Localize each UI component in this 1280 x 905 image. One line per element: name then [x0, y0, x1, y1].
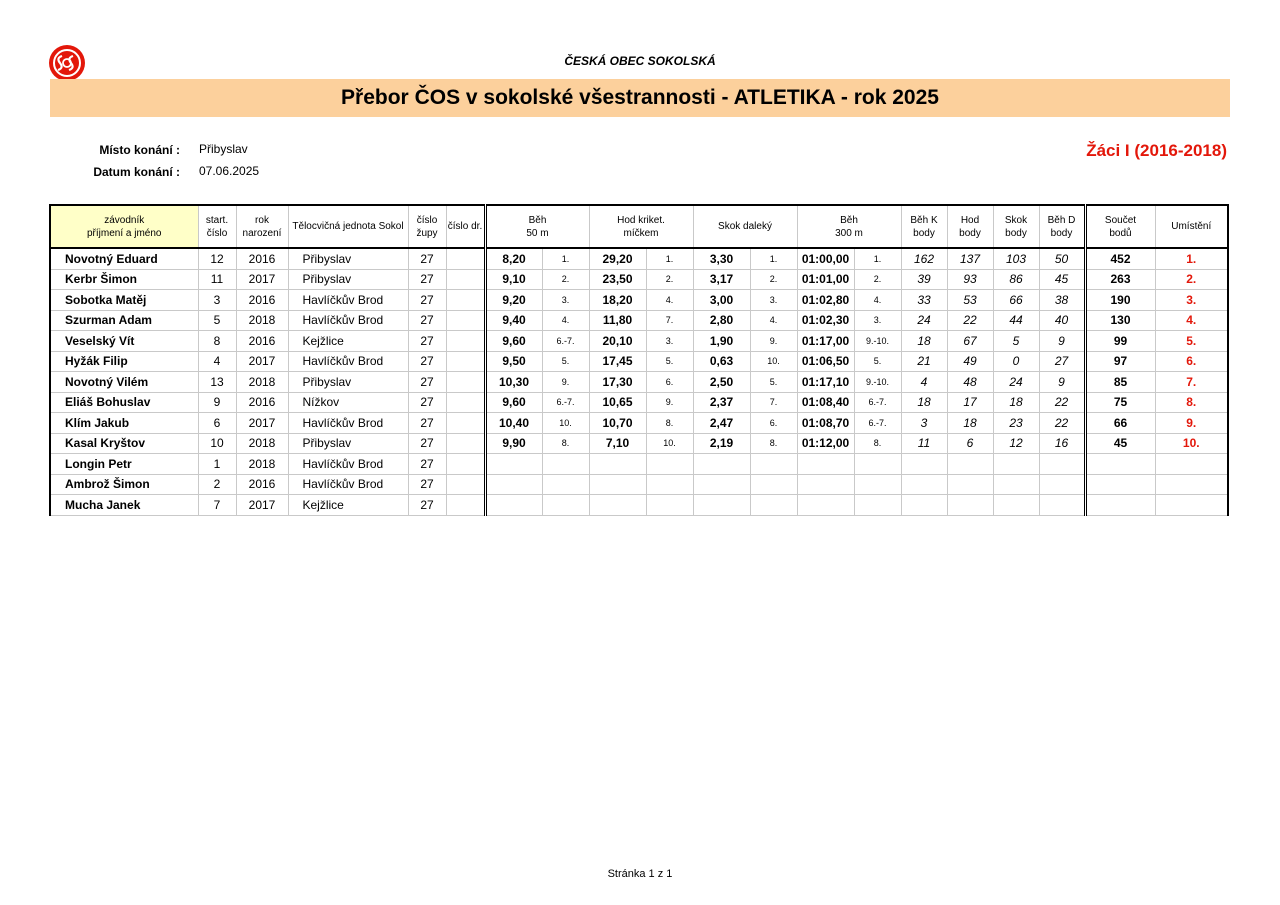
jump-result — [693, 454, 750, 475]
jump-result: 0,63 — [693, 351, 750, 372]
place-value: Přibyslav — [199, 142, 248, 156]
run-300m-rank: 9.-10. — [854, 372, 901, 393]
run-300m-rank — [854, 454, 901, 475]
run-50m-rank: 3. — [542, 290, 589, 311]
points-run-long: 45 — [1039, 269, 1085, 290]
header-run-300m: Běh 300 m — [797, 205, 901, 248]
jump-rank: 3. — [750, 290, 797, 311]
start-number: 1 — [198, 454, 236, 475]
throw-rank: 2. — [646, 269, 693, 290]
throw-result: 11,80 — [589, 310, 646, 331]
total-points: 97 — [1085, 351, 1155, 372]
birth-year: 2016 — [236, 392, 288, 413]
run-300m-result: 01:12,00 — [797, 433, 854, 454]
points-jump: 18 — [993, 392, 1039, 413]
header-total: Součet bodů — [1085, 205, 1155, 248]
total-points: 130 — [1085, 310, 1155, 331]
table-row — [50, 392, 1228, 413]
throw-result: 23,50 — [589, 269, 646, 290]
total-points: 75 — [1085, 392, 1155, 413]
throw-rank: 1. — [646, 248, 693, 269]
club-name: Havlíčkův Brod — [288, 454, 408, 475]
header-points-run-long: Běh D body — [1039, 205, 1085, 248]
team-number — [446, 413, 485, 434]
jump-result: 3,00 — [693, 290, 750, 311]
birth-year: 2017 — [236, 351, 288, 372]
points-throw — [947, 454, 993, 475]
throw-result: 17,30 — [589, 372, 646, 393]
birth-year: 2017 — [236, 413, 288, 434]
header-cricket-throw: Hod kriket. míčkem — [589, 205, 693, 248]
club-name: Přibyslav — [288, 269, 408, 290]
birth-year: 2016 — [236, 474, 288, 495]
placement — [1155, 495, 1228, 516]
run-300m-result: 01:06,50 — [797, 351, 854, 372]
start-number: 7 — [198, 495, 236, 516]
district-number: 27 — [408, 269, 446, 290]
total-points — [1085, 495, 1155, 516]
athlete-name: Kasal Kryštov — [50, 433, 198, 454]
run-50m-result — [485, 454, 542, 475]
athlete-name: Sobotka Matěj — [50, 290, 198, 311]
athlete-name: Novotný Eduard — [50, 248, 198, 269]
birth-year: 2018 — [236, 310, 288, 331]
points-run-long: 27 — [1039, 351, 1085, 372]
placement — [1155, 474, 1228, 495]
points-throw — [947, 495, 993, 516]
throw-rank: 10. — [646, 433, 693, 454]
athlete-name: Eliáš Bohuslav — [50, 392, 198, 413]
run-50m-rank — [542, 454, 589, 475]
birth-year: 2017 — [236, 269, 288, 290]
run-300m-result: 01:17,00 — [797, 331, 854, 352]
table-row — [50, 474, 1228, 495]
athlete-name: Kerbr Šimon — [50, 269, 198, 290]
points-run-short: 21 — [901, 351, 947, 372]
run-50m-rank: 10. — [542, 413, 589, 434]
run-50m-rank — [542, 495, 589, 516]
date-value: 07.06.2025 — [199, 164, 260, 178]
run-50m-rank: 2. — [542, 269, 589, 290]
run-300m-result — [797, 495, 854, 516]
run-300m-rank: 4. — [854, 290, 901, 311]
jump-rank — [750, 454, 797, 475]
start-number: 12 — [198, 248, 236, 269]
jump-result — [693, 474, 750, 495]
points-jump: 86 — [993, 269, 1039, 290]
jump-rank: 9. — [750, 331, 797, 352]
total-points: 45 — [1085, 433, 1155, 454]
header-row — [50, 205, 1228, 248]
team-number — [446, 433, 485, 454]
points-jump: 5 — [993, 331, 1039, 352]
start-number: 4 — [198, 351, 236, 372]
throw-rank: 8. — [646, 413, 693, 434]
total-points: 66 — [1085, 413, 1155, 434]
placement: 5. — [1155, 331, 1228, 352]
birth-year: 2016 — [236, 290, 288, 311]
header-points-jump: Skok body — [993, 205, 1039, 248]
birth-year: 2017 — [236, 495, 288, 516]
header-placement: Umístění — [1155, 205, 1228, 248]
table-row — [50, 269, 1228, 290]
jump-rank: 6. — [750, 413, 797, 434]
jump-rank: 7. — [750, 392, 797, 413]
team-number — [446, 495, 485, 516]
run-300m-rank: 2. — [854, 269, 901, 290]
points-jump: 0 — [993, 351, 1039, 372]
organization-name: ČESKÁ OBEC SOKOLSKÁ — [564, 54, 716, 68]
points-run-short: 11 — [901, 433, 947, 454]
header-start-number: start. číslo — [198, 205, 236, 248]
club-name: Havlíčkův Brod — [288, 290, 408, 311]
run-50m-result: 9,40 — [485, 310, 542, 331]
table-row — [50, 413, 1228, 434]
points-jump: 44 — [993, 310, 1039, 331]
jump-rank: 2. — [750, 269, 797, 290]
club-name: Havlíčkův Brod — [288, 474, 408, 495]
club-name: Přibyslav — [288, 372, 408, 393]
run-50m-rank: 5. — [542, 351, 589, 372]
points-run-long: 38 — [1039, 290, 1085, 311]
header-team-number: číslo dr. — [446, 205, 485, 248]
points-run-short: 18 — [901, 392, 947, 413]
team-number — [446, 372, 485, 393]
throw-rank: 7. — [646, 310, 693, 331]
throw-result — [589, 454, 646, 475]
points-jump — [993, 495, 1039, 516]
date-label: Datum konání : — [93, 165, 180, 179]
birth-year: 2016 — [236, 331, 288, 352]
points-run-short — [901, 474, 947, 495]
throw-result — [589, 495, 646, 516]
run-300m-result: 01:01,00 — [797, 269, 854, 290]
district-number: 27 — [408, 433, 446, 454]
points-throw: 22 — [947, 310, 993, 331]
throw-rank — [646, 454, 693, 475]
header-birth-year: rok narození — [236, 205, 288, 248]
club-name: Nížkov — [288, 392, 408, 413]
throw-rank — [646, 495, 693, 516]
placement: 2. — [1155, 269, 1228, 290]
points-throw: 48 — [947, 372, 993, 393]
start-number: 5 — [198, 310, 236, 331]
run-300m-rank — [854, 495, 901, 516]
points-run-short: 3 — [901, 413, 947, 434]
run-50m-result: 8,20 — [485, 248, 542, 269]
club-name: Havlíčkův Brod — [288, 310, 408, 331]
points-run-short: 33 — [901, 290, 947, 311]
club-name: Přibyslav — [288, 248, 408, 269]
table-row — [50, 433, 1228, 454]
throw-result: 20,10 — [589, 331, 646, 352]
points-jump: 12 — [993, 433, 1039, 454]
points-throw: 137 — [947, 248, 993, 269]
team-number — [446, 310, 485, 331]
jump-result: 2,80 — [693, 310, 750, 331]
jump-rank — [750, 495, 797, 516]
run-50m-rank: 1. — [542, 248, 589, 269]
throw-result: 29,20 — [589, 248, 646, 269]
run-50m-result — [485, 495, 542, 516]
team-number — [446, 248, 485, 269]
athlete-name: Longin Petr — [50, 454, 198, 475]
table-row — [50, 495, 1228, 516]
start-number: 8 — [198, 331, 236, 352]
points-jump: 103 — [993, 248, 1039, 269]
placement: 1. — [1155, 248, 1228, 269]
run-300m-result: 01:00,00 — [797, 248, 854, 269]
run-300m-rank: 6.-7. — [854, 413, 901, 434]
category-title: Žáci I (2016-2018) — [1086, 141, 1227, 160]
district-number: 27 — [408, 351, 446, 372]
birth-year: 2018 — [236, 372, 288, 393]
club-name: Přibyslav — [288, 433, 408, 454]
birth-year: 2018 — [236, 454, 288, 475]
points-run-long — [1039, 454, 1085, 475]
run-300m-result: 01:02,80 — [797, 290, 854, 311]
run-50m-result: 9,50 — [485, 351, 542, 372]
points-throw — [947, 474, 993, 495]
table-row — [50, 351, 1228, 372]
district-number: 27 — [408, 474, 446, 495]
throw-rank: 6. — [646, 372, 693, 393]
header-points-run-short: Běh K body — [901, 205, 947, 248]
points-run-short: 24 — [901, 310, 947, 331]
throw-rank: 9. — [646, 392, 693, 413]
athlete-name: Veselský Vít — [50, 331, 198, 352]
throw-result: 18,20 — [589, 290, 646, 311]
points-run-long: 9 — [1039, 331, 1085, 352]
placement: 9. — [1155, 413, 1228, 434]
run-300m-result: 01:17,10 — [797, 372, 854, 393]
athlete-name: Klím Jakub — [50, 413, 198, 434]
district-number: 27 — [408, 454, 446, 475]
header-points-throw: Hod body — [947, 205, 993, 248]
start-number: 10 — [198, 433, 236, 454]
run-50m-rank: 9. — [542, 372, 589, 393]
run-50m-result: 10,40 — [485, 413, 542, 434]
birth-year: 2016 — [236, 248, 288, 269]
team-number — [446, 269, 485, 290]
team-number — [446, 454, 485, 475]
page-footer: Stránka 1 z 1 — [607, 868, 673, 880]
header-athlete: závodník příjmení a jméno — [50, 205, 198, 248]
team-number — [446, 331, 485, 352]
athlete-name: Szurman Adam — [50, 310, 198, 331]
athlete-name: Hyžák Filip — [50, 351, 198, 372]
points-jump: 23 — [993, 413, 1039, 434]
results-table — [49, 204, 1229, 516]
run-300m-rank: 9.-10. — [854, 331, 901, 352]
jump-rank: 1. — [750, 248, 797, 269]
points-jump — [993, 474, 1039, 495]
run-300m-rank: 8. — [854, 433, 901, 454]
jump-result: 2,47 — [693, 413, 750, 434]
points-run-short — [901, 495, 947, 516]
jump-rank: 4. — [750, 310, 797, 331]
run-50m-rank: 4. — [542, 310, 589, 331]
points-run-short: 39 — [901, 269, 947, 290]
placement: 3. — [1155, 290, 1228, 311]
points-throw: 49 — [947, 351, 993, 372]
jump-result: 2,50 — [693, 372, 750, 393]
athlete-name: Ambrož Šimon — [50, 474, 198, 495]
athlete-name: Novotný Vilém — [50, 372, 198, 393]
total-points: 190 — [1085, 290, 1155, 311]
points-throw: 18 — [947, 413, 993, 434]
header-district: číslo župy — [408, 205, 446, 248]
points-run-long: 40 — [1039, 310, 1085, 331]
throw-result: 10,65 — [589, 392, 646, 413]
club-name: Havlíčkův Brod — [288, 351, 408, 372]
run-50m-rank — [542, 474, 589, 495]
points-throw: 67 — [947, 331, 993, 352]
header-long-jump: Skok daleký — [693, 205, 797, 248]
birth-year: 2018 — [236, 433, 288, 454]
total-points: 263 — [1085, 269, 1155, 290]
jump-rank — [750, 474, 797, 495]
placement: 6. — [1155, 351, 1228, 372]
throw-result: 10,70 — [589, 413, 646, 434]
run-50m-result: 9,60 — [485, 331, 542, 352]
points-run-long: 22 — [1039, 392, 1085, 413]
district-number: 27 — [408, 310, 446, 331]
team-number — [446, 392, 485, 413]
throw-result: 7,10 — [589, 433, 646, 454]
jump-result: 1,90 — [693, 331, 750, 352]
placement: 8. — [1155, 392, 1228, 413]
points-run-short: 162 — [901, 248, 947, 269]
district-number: 27 — [408, 331, 446, 352]
points-jump: 24 — [993, 372, 1039, 393]
place-label: Místo konání : — [99, 143, 180, 157]
points-throw: 93 — [947, 269, 993, 290]
run-300m-result: 01:08,70 — [797, 413, 854, 434]
placement: 4. — [1155, 310, 1228, 331]
points-jump: 66 — [993, 290, 1039, 311]
district-number: 27 — [408, 413, 446, 434]
team-number — [446, 290, 485, 311]
points-run-long: 50 — [1039, 248, 1085, 269]
run-50m-result: 9,10 — [485, 269, 542, 290]
points-throw: 53 — [947, 290, 993, 311]
throw-rank: 5. — [646, 351, 693, 372]
points-run-long — [1039, 474, 1085, 495]
points-throw: 6 — [947, 433, 993, 454]
table-row — [50, 454, 1228, 475]
table-row — [50, 331, 1228, 352]
header-run-50m: Běh 50 m — [485, 205, 589, 248]
district-number: 27 — [408, 392, 446, 413]
jump-result — [693, 495, 750, 516]
run-50m-rank: 6.-7. — [542, 331, 589, 352]
points-run-long: 9 — [1039, 372, 1085, 393]
jump-rank: 8. — [750, 433, 797, 454]
placement: 7. — [1155, 372, 1228, 393]
run-50m-result: 9,20 — [485, 290, 542, 311]
points-run-short: 4 — [901, 372, 947, 393]
total-points — [1085, 474, 1155, 495]
run-300m-result — [797, 474, 854, 495]
start-number: 13 — [198, 372, 236, 393]
start-number: 3 — [198, 290, 236, 311]
start-number: 9 — [198, 392, 236, 413]
run-300m-rank: 3. — [854, 310, 901, 331]
run-300m-result — [797, 454, 854, 475]
club-name: Kejžlice — [288, 331, 408, 352]
points-run-short — [901, 454, 947, 475]
district-number: 27 — [408, 372, 446, 393]
athlete-name: Mucha Janek — [50, 495, 198, 516]
jump-rank: 5. — [750, 372, 797, 393]
throw-result: 17,45 — [589, 351, 646, 372]
district-number: 27 — [408, 290, 446, 311]
points-jump — [993, 454, 1039, 475]
run-50m-result — [485, 474, 542, 495]
district-number: 27 — [408, 495, 446, 516]
points-run-long: 16 — [1039, 433, 1085, 454]
district-number: 27 — [408, 248, 446, 269]
points-throw: 17 — [947, 392, 993, 413]
run-50m-rank: 8. — [542, 433, 589, 454]
points-run-long: 22 — [1039, 413, 1085, 434]
jump-result: 2,37 — [693, 392, 750, 413]
start-number: 2 — [198, 474, 236, 495]
start-number: 6 — [198, 413, 236, 434]
placement — [1155, 454, 1228, 475]
run-50m-result: 9,60 — [485, 392, 542, 413]
points-run-long — [1039, 495, 1085, 516]
club-name: Kejžlice — [288, 495, 408, 516]
run-300m-result: 01:02,30 — [797, 310, 854, 331]
total-points: 452 — [1085, 248, 1155, 269]
table-row — [50, 310, 1228, 331]
placement: 10. — [1155, 433, 1228, 454]
run-50m-result: 10,30 — [485, 372, 542, 393]
team-number — [446, 474, 485, 495]
table-row — [50, 372, 1228, 393]
run-300m-rank: 6.-7. — [854, 392, 901, 413]
club-name: Havlíčkův Brod — [288, 413, 408, 434]
header-club: Tělocvičná jednota Sokol — [288, 205, 408, 248]
start-number: 11 — [198, 269, 236, 290]
throw-rank: 4. — [646, 290, 693, 311]
run-300m-rank: 5. — [854, 351, 901, 372]
run-50m-result: 9,90 — [485, 433, 542, 454]
run-50m-rank: 6.-7. — [542, 392, 589, 413]
throw-rank — [646, 474, 693, 495]
jump-result: 3,30 — [693, 248, 750, 269]
total-points: 85 — [1085, 372, 1155, 393]
jump-result: 3,17 — [693, 269, 750, 290]
throw-rank: 3. — [646, 331, 693, 352]
total-points: 99 — [1085, 331, 1155, 352]
table-row — [50, 248, 1228, 269]
run-300m-rank — [854, 474, 901, 495]
run-300m-rank: 1. — [854, 248, 901, 269]
document-title: Přebor ČOS v sokolské všestrannosti - ATLETIKA - rok 2025 — [50, 79, 1230, 117]
throw-result — [589, 474, 646, 495]
table-row — [50, 290, 1228, 311]
jump-result: 2,19 — [693, 433, 750, 454]
team-number — [446, 351, 485, 372]
total-points — [1085, 454, 1155, 475]
points-run-short: 18 — [901, 331, 947, 352]
jump-rank: 10. — [750, 351, 797, 372]
run-300m-result: 01:08,40 — [797, 392, 854, 413]
